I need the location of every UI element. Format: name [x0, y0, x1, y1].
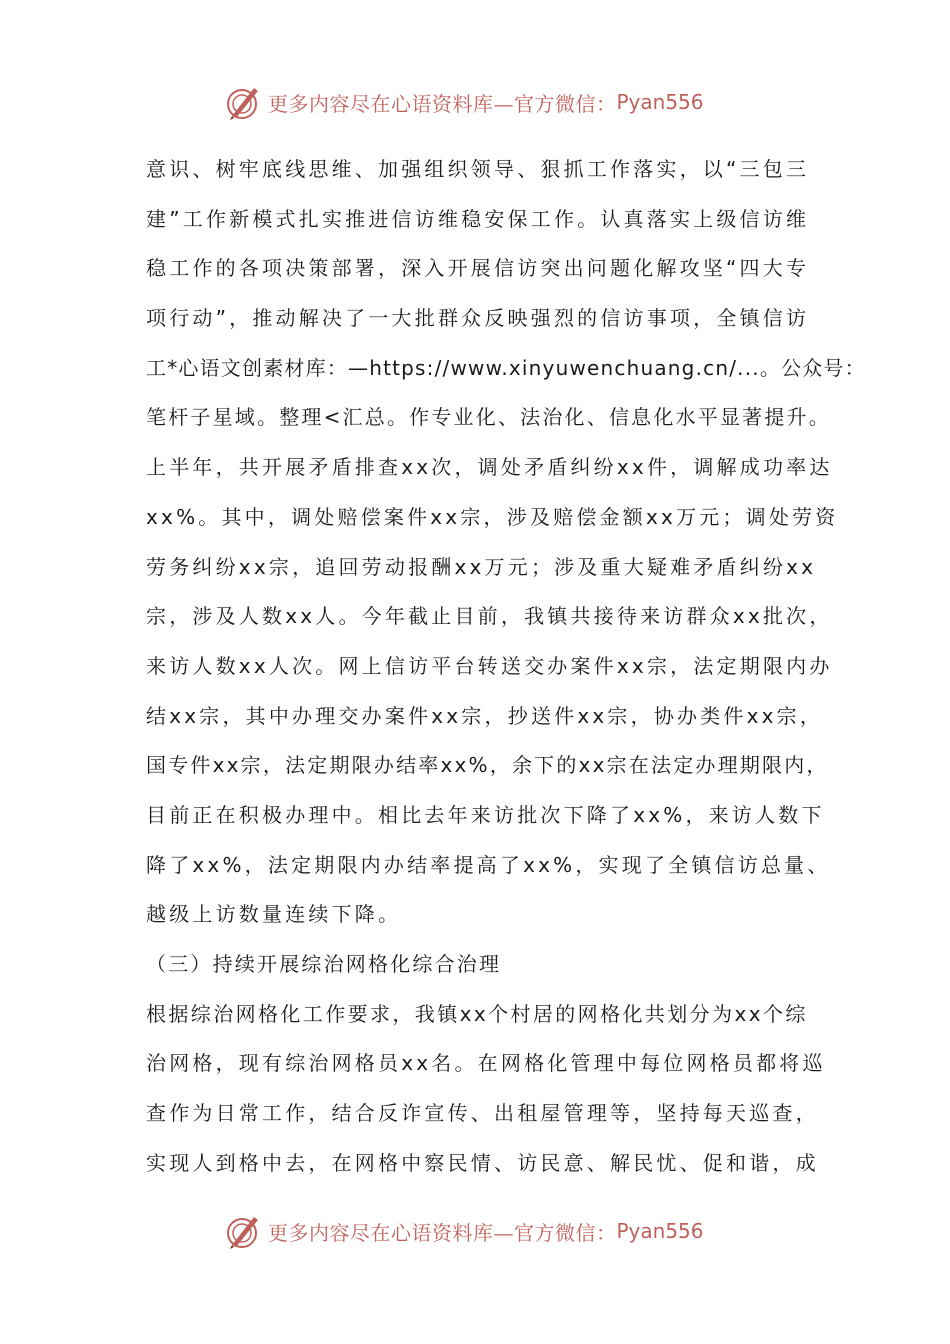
- banner-wechat-id: Pyan556: [616, 90, 704, 114]
- body-line: 结xx宗，其中办理交办案件xx宗，抄送件xx宗，协办类件xx宗，: [146, 703, 824, 728]
- body-line: 项行动”，推动解决了一大批群众反映强烈的信访事项，全镇信访: [146, 306, 810, 331]
- body-line: 建”工作新模式扎实推进信访维稳安保工作。认真落实上级信访维: [146, 206, 810, 231]
- body-line: 目前正在积极办理中。相比去年来访批次下降了xx%，来访人数下: [146, 802, 825, 827]
- body-line: xx%。其中，调处赔偿案件xx宗，涉及赔偿金额xx万元；调处劳资: [146, 504, 839, 529]
- body-line: 实现人到格中去，在网格中察民情、访民意、解民忧、促和谐，成: [146, 1150, 819, 1175]
- banner-text: 更多内容尽在心语资料库—官方微信：: [268, 91, 617, 116]
- body-line: 来访人数xx人次。网上信访平台转送交办案件xx宗，法定期限内办: [146, 653, 833, 678]
- body-line: 越级上访数量连续下降。: [146, 902, 402, 927]
- banner-wechat-id: Pyan556: [616, 1219, 704, 1243]
- section-heading: （三）持续开展综治网格化综合治理: [146, 952, 502, 976]
- body-line: 上半年，共开展矛盾排查xx次，调处矛盾纠纷xx件，调解成功率达: [146, 455, 833, 480]
- body-line: 意识、树牢底线思维、加强组织领导、狠抓工作落实，以“三包三: [146, 157, 810, 181]
- body-line: 治网格，现有综治网格员xx名。在网格化管理中每位网格员都将巡: [146, 1051, 826, 1076]
- pen-logo-icon: [224, 1211, 264, 1251]
- body-line: 查作为日常工作，结合反诈宣传、出租屋管理等，坚持每天巡查，: [146, 1101, 819, 1126]
- header-banner: [224, 80, 704, 124]
- body-line: 国专件xx宗，法定期限办结率xx%，余下的xx宗在法定办理期限内，: [146, 753, 829, 778]
- footer-banner: [224, 1209, 704, 1253]
- pen-logo-icon: [224, 82, 264, 122]
- watermark-line: 笔杆子星域。整理<汇总。作专业化、法治化、信息化水平显著提升。: [146, 405, 831, 430]
- body-line: 根据综治网格化工作要求，我镇xx个村居的网格化共划分为xx个综: [146, 1001, 808, 1026]
- body-line: 降了xx%，法定期限内办结率提高了xx%，实现了全镇信访总量、: [146, 852, 831, 877]
- body-line: 稳工作的各项决策部署，深入开展信访突出问题化解攻坚“四大专: [146, 256, 810, 281]
- watermark-line: 工*心语文创素材库：—https://www.xinyuwenchuang.cn/...。公众号：: [146, 355, 866, 380]
- banner-text: 更多内容尽在心语资料库—官方微信：: [268, 1220, 617, 1245]
- body-line: 宗，涉及人数xx人。今年截止目前，我镇共接待来访群众xx批次，: [146, 604, 833, 629]
- document-body: [146, 145, 866, 1188]
- body-line: 劳务纠纷xx宗，追回劳动报酬xx万元；涉及重大疑难矛盾纠纷xx: [146, 554, 817, 579]
